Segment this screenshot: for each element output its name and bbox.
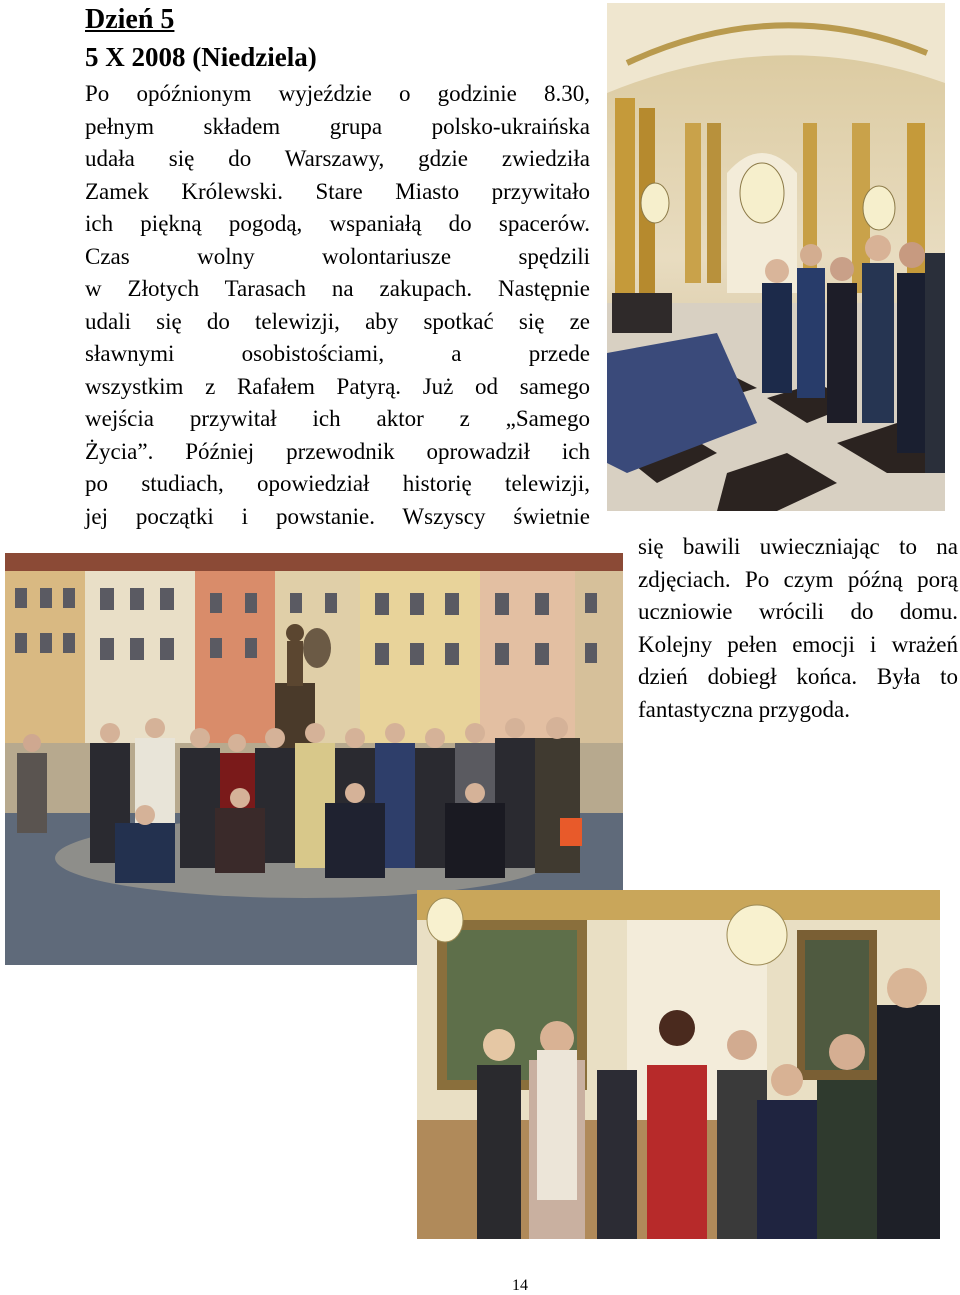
text-line: Zamek Królewski. Stare Miasto przywitało <box>85 178 590 204</box>
text-line: pełnym składem grupa polsko-ukraińska <box>85 113 590 139</box>
palace-hall-photo <box>607 3 945 511</box>
text-line: Życia”. Później przewodnik oprowadził ich <box>85 438 590 464</box>
date-heading: 5 X 2008 (Niedziela) <box>85 42 317 72</box>
text-line: udali się do telewizji, aby spotkać się ze <box>85 308 590 334</box>
text-line: wszystkim z Rafałem Patyrą. Już od samego <box>85 373 590 399</box>
body-text-right: się bawili uwieczniając to na zdjęciach. Po czym późną porą uczniowie wrócili do domu. Kolejny pełen emocji i wrażeń dzień dobiegł końca. Była to fantastyczna przygoda. <box>638 534 958 722</box>
guided-tour-photo <box>417 890 940 1239</box>
day-heading: Dzień 5 <box>85 4 175 35</box>
page-number: 14 <box>512 1277 528 1294</box>
text-line: Po opóźnionym wyjeździe o godzinie 8.30, <box>85 81 590 106</box>
text-line: jej początki i powstanie. Wszyscy świetnie <box>85 503 590 529</box>
text-line: w Złotych Tarasach na zakupach. Następnie <box>85 276 590 301</box>
body-text-left <box>85 78 590 533</box>
text-line: ich piękną pogodą, wspaniałą do spacerów. <box>85 211 590 236</box>
text-line: sławnymi osobistościami, a przede <box>85 341 590 366</box>
text-line: wejścia przywitał ich aktor z „Samego <box>85 406 590 431</box>
text-line: udała się do Warszawy, gdzie zwiedziła <box>85 146 590 171</box>
text-line: po studiach, opowiedział historię telewizji, <box>85 471 590 496</box>
text-line: Czas wolny wolontariusze spędzili <box>85 243 590 269</box>
